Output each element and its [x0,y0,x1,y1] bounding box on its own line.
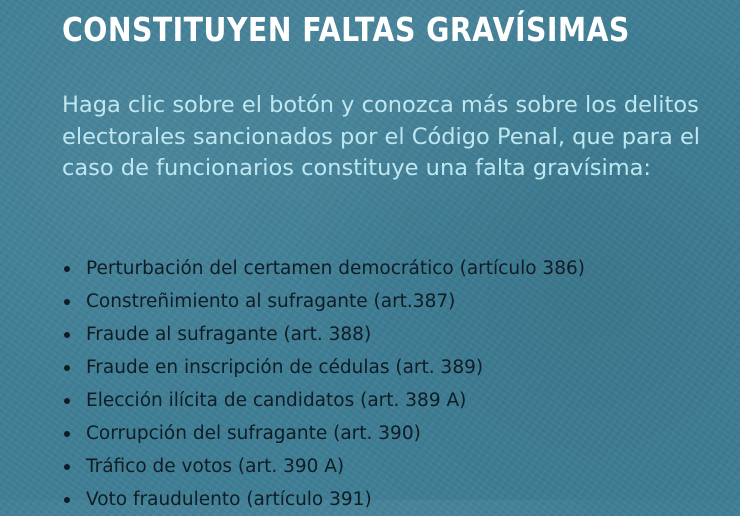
list-item-text: Corrupción del sufragante (art. 390) [86,423,421,444]
list-item [62,384,585,417]
list-item-text: Voto fraudulento (artículo 391) [86,489,372,510]
list-item-text: Constreñimiento al sufragante (art.387) [86,291,456,312]
intro-paragraph: Haga clic sobre el botón y conozca más sobre los delitos electorales sancionados por el Código Penal, que para el caso de funcionarios constituye una falta gravísima: [62,92,701,181]
bullet-icon [64,365,70,371]
bullet-icon [64,398,70,404]
bullet-icon [64,431,70,437]
list-item-text: Fraude en inscripción de cédulas (art. 389) [86,357,484,378]
list-item-text: Tráfico de votos (art. 390 A) [86,456,345,477]
list-item-text: Fraude al sufragante (art. 388) [86,324,372,345]
list-item [62,318,585,351]
bullet-icon [64,497,70,503]
electoral-crimes-list [62,252,585,516]
list-item [62,252,585,285]
bullet-icon [64,266,70,272]
list-item-text: Elección ilícita de candidatos (art. 389 A) [86,390,467,411]
bullet-icon [64,332,70,338]
list-item [62,417,585,450]
list-item-text: Perturbación del certamen democrático (artículo 386) [86,258,585,279]
bullet-icon [64,464,70,470]
list-item [62,351,585,384]
list-item [62,450,585,483]
list-item [62,285,585,318]
slide-heading: CONSTITUYEN FALTAS GRAVÍSIMAS [62,10,630,49]
bullet-icon [64,299,70,305]
